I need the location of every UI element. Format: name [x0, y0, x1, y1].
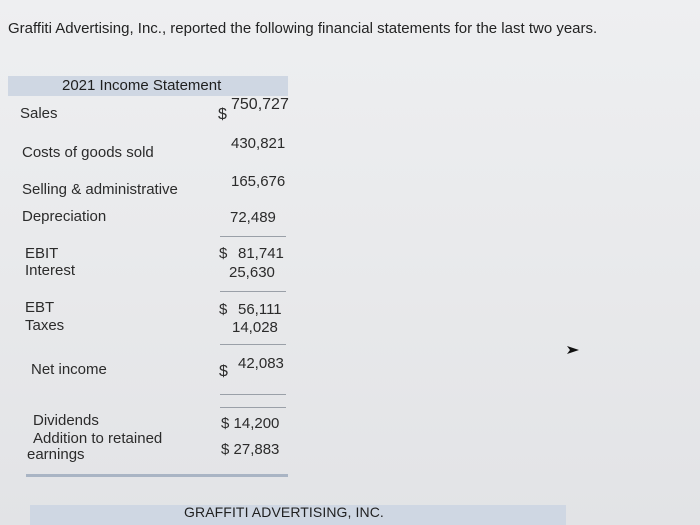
subtotal-rule — [220, 236, 286, 237]
interest-label: Interest — [25, 262, 76, 279]
net-income-value: 42,083 — [238, 355, 284, 372]
retained-label-line2: earnings — [27, 446, 85, 463]
ebt-label: EBT — [25, 299, 55, 316]
retained-earnings-value: $ 27,883 — [221, 441, 280, 458]
ebit-value: 81,741 — [238, 245, 284, 262]
company-name-heading: GRAFFITI ADVERTISING, INC. — [184, 504, 384, 520]
total-double-rule-bottom — [220, 407, 286, 408]
sga-label: Selling & administrative — [22, 181, 178, 198]
ebt-value: 56,111 — [238, 301, 282, 318]
total-double-rule-top — [220, 394, 286, 395]
ebt-dollar-sign: $ — [219, 301, 228, 318]
sales-value: 750,727 — [231, 96, 289, 113]
subtotal-rule — [220, 344, 286, 345]
cogs-label: Costs of goods sold — [22, 144, 154, 161]
taxes-label: Taxes — [25, 317, 65, 334]
subtotal-rule — [220, 291, 286, 292]
net-income-label: Net income — [31, 361, 107, 378]
ebit-dollar-sign: $ — [219, 245, 228, 262]
statement-title: 2021 Income Statement — [62, 77, 222, 94]
cursor-arrow-icon — [566, 344, 580, 356]
depreciation-value: 72,489 — [230, 209, 276, 226]
sales-label: Sales — [20, 105, 58, 122]
dividends-label: Dividends — [33, 412, 99, 429]
taxes-value: 14,028 — [232, 319, 278, 336]
interest-value: 25,630 — [229, 264, 275, 281]
section-end-rule — [26, 474, 288, 477]
dividends-value: $ 14,200 — [221, 415, 280, 432]
retained-label-line1: Addition to retained — [33, 430, 163, 447]
sga-value: 165,676 — [231, 173, 286, 190]
ebit-label: EBIT — [25, 245, 59, 262]
cogs-value: 430,821 — [231, 135, 286, 152]
sales-dollar-sign: $ — [218, 106, 227, 123]
net-income-dollar-sign: $ — [219, 363, 228, 380]
intro-text: Graffiti Advertising, Inc., reported the following financial statements for the last two years. — [8, 20, 598, 37]
depreciation-label: Depreciation — [22, 208, 107, 225]
